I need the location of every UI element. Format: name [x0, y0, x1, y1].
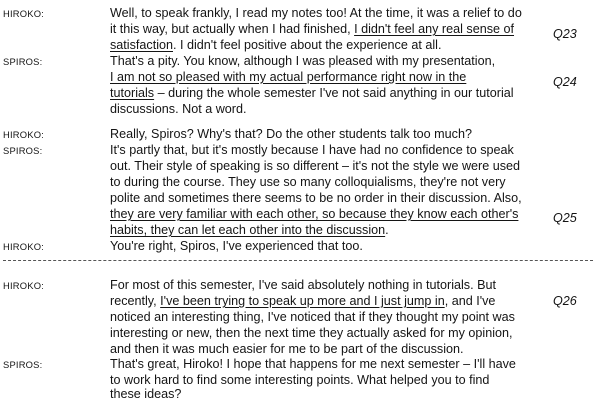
transcript-line: That's great, Hiroko! I hope that happens for me next semester – I'll have — [110, 357, 516, 371]
speaker-label-hiroko: HIROKO: — [3, 8, 44, 19]
transcript-line: habits, they can let each other into the discussion. — [110, 223, 389, 237]
question-marker-q26: Q26 — [553, 294, 577, 308]
speaker-label-hiroko: HIROKO: — [3, 280, 44, 291]
underlined-answer: I am not so pleased with my actual performance right now in the — [110, 70, 467, 84]
transcript-line: recently, I've been trying to speak up more and I just jump in, and I've — [110, 294, 496, 308]
section-divider — [3, 260, 593, 261]
underlined-answer: I didn't feel any real sense of — [354, 22, 515, 36]
transcript-line: It's partly that, but it's mostly because I have had no confidence to speak — [110, 143, 514, 157]
transcript-line: to during the course. They use so many colloquialisms, they're not very — [110, 175, 506, 189]
transcript-line: polite and sometimes there seems to be no order in their discussion. Also, — [110, 191, 522, 205]
speaker-label-hiroko: HIROKO: — [3, 241, 44, 252]
question-marker-q25: Q25 — [553, 211, 577, 225]
speaker-label-hiroko: HIROKO: — [3, 129, 44, 140]
transcript-line: out. Their style of speaking is so different – it's not the style we were used — [110, 159, 521, 173]
transcript-line: to work hard to find some interesting points. What helped you to find — [110, 373, 490, 387]
transcript-line: That's a pity. You know, although I was pleased with my presentation, — [110, 54, 496, 68]
transcript-line — [110, 206, 518, 222]
transcript-line: discussions. Not a word. — [110, 102, 247, 116]
transcript-line: these ideas? — [110, 387, 182, 401]
underlined-answer: they are very familiar with each other, so because they know each other's — [110, 207, 519, 221]
underlined-answer: habits, they can let each other into the discussion — [110, 223, 386, 237]
underlined-answer: satisfaction — [110, 38, 173, 52]
transcript-line: it this way, but actually when I had finished, I didn't feel any real sense of — [110, 22, 515, 36]
transcript-line — [110, 69, 466, 85]
transcript-line: noticed an interesting thing, I've noticed that if they thought my point was — [110, 310, 515, 324]
speaker-label-spiros: SPIROS: — [3, 359, 43, 370]
transcript-line: and then it was much easier for me to be part of the discussion. — [110, 342, 464, 356]
transcript-line: satisfaction. I didn't feel positive about the experience at all. — [110, 38, 442, 52]
transcript-line: tutorials – during the whole semester I've not said anything in our tutorial — [110, 86, 514, 100]
speaker-label-spiros: SPIROS: — [3, 145, 43, 156]
transcript-line: You're right, Spiros, I've experienced that too. — [110, 239, 363, 253]
transcript-line: Really, Spiros? Why's that? Do the other students talk too much? — [110, 127, 472, 141]
underlined-answer: tutorials — [110, 86, 155, 100]
question-marker-q23: Q23 — [553, 27, 577, 41]
underlined-answer: I've been trying to speak up more and I just jump in — [160, 294, 445, 308]
transcript-line: Well, to speak frankly, I read my notes too! At the time, it was a relief to do — [110, 6, 522, 20]
transcript-line: interesting or new, then the next time they actually asked for my opinion, — [110, 326, 513, 340]
transcript-line: For most of this semester, I've said absolutely nothing in tutorials. But — [110, 278, 496, 292]
question-marker-q24: Q24 — [553, 75, 577, 89]
speaker-label-spiros: SPIROS: — [3, 56, 43, 67]
